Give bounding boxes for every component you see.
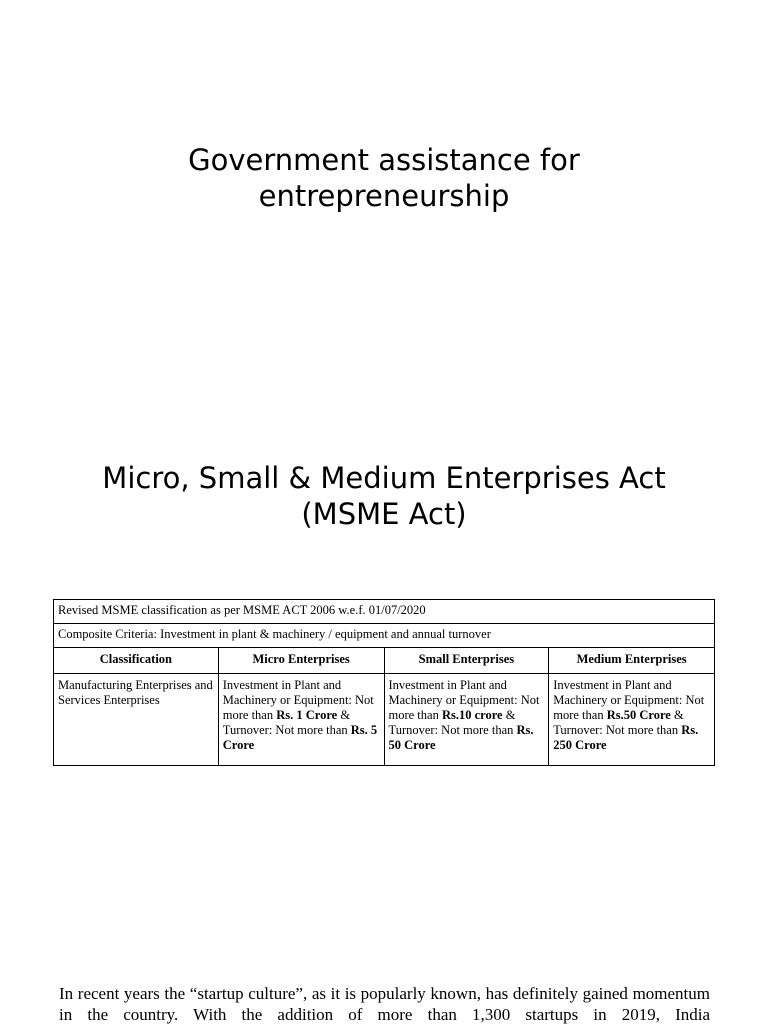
paragraph-line-2: momentum in the country. With the addition of more than 1,300 startups in 2019, India <box>59 984 711 1024</box>
header-micro: Micro Enterprises <box>218 648 384 674</box>
section-title-line-1: Micro, Small & Medium Enterprises Act <box>102 461 666 495</box>
table-caption-cell: Revised MSME classification as per MSME ACT 2006 w.e.f. 01/07/2020 <box>54 600 715 624</box>
cell-medium <box>549 674 715 766</box>
micro-investment-value: Rs. 1 Crore <box>276 708 338 722</box>
micro-turnover-label: & Turnover: Not more than <box>222 708 351 737</box>
small-investment-label: Investment in Plant and Machinery or Equipment: Not more than <box>388 678 540 722</box>
header-classification: Classification <box>54 648 219 674</box>
table-row <box>54 674 715 766</box>
table-caption-row <box>54 600 715 624</box>
table-criteria-cell: Composite Criteria: Investment in plant & machinery / equipment and annual turnover <box>54 624 715 648</box>
header-medium: Medium Enterprises <box>549 648 715 674</box>
medium-investment-label: Investment in Plant and Machinery or Equipment: Not more than <box>553 678 705 722</box>
msme-classification-table <box>53 599 715 766</box>
small-turnover-value: Rs. 50 Crore <box>388 723 534 752</box>
cell-small <box>384 674 549 766</box>
micro-investment-label: Investment in Plant and Machinery or Equipment: Not more than <box>222 678 374 722</box>
medium-turnover-value: Rs. 250 Crore <box>553 723 699 752</box>
paragraph-line-1: In recent years the “startup culture”, as it is popularly known, has definitely gained <box>59 984 628 1003</box>
intro-paragraph <box>59 983 710 1025</box>
small-investment-value: Rs.10 crore <box>441 708 503 722</box>
micro-turnover-value: Rs. 5 Crore <box>222 723 378 752</box>
page-title <box>0 142 768 214</box>
section-title <box>0 460 768 532</box>
medium-turnover-label: & Turnover: Not more than <box>553 708 684 737</box>
table-header-row <box>54 648 715 674</box>
table-criteria-row <box>54 624 715 648</box>
page-title-line-1: Government assistance for <box>188 143 580 177</box>
cell-classification: Manufacturing Enterprises and Services Enterprises <box>54 674 219 766</box>
medium-investment-value: Rs.50 Crore <box>606 708 671 722</box>
header-small: Small Enterprises <box>384 648 549 674</box>
cell-micro <box>218 674 384 766</box>
small-turnover-label: & Turnover: Not more than <box>388 708 517 737</box>
page-title-line-2: entrepreneurship <box>258 179 510 213</box>
section-title-line-2: (MSME Act) <box>301 497 467 531</box>
